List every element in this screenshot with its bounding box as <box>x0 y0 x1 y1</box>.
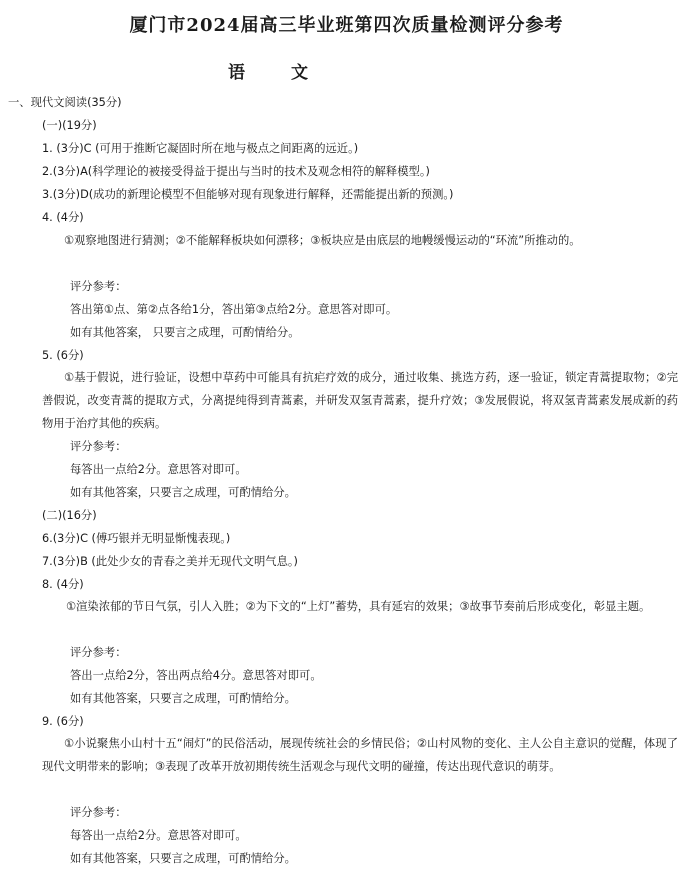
section-heading: 一、现代文阅读(35分) <box>8 96 122 109</box>
q8-rubric: 答出一点给2分，答出两点给4分。意思答对即可。 <box>70 669 322 682</box>
part2-heading: (二)(16分) <box>42 509 97 522</box>
q3-answer: 3.(3分)D(成功的新理论模型不但能够对现有现象进行解释，还需能提出新的预测。) <box>42 188 454 201</box>
q9-rubric-label: 评分参考： <box>70 806 127 819</box>
q9-other-answers: 如有其他答案，只要言之成理，可酌情给分。 <box>70 852 296 865</box>
q8-other-answers: 如有其他答案，只要言之成理，可酌情给分。 <box>70 692 296 705</box>
q5-other-answers: 如有其他答案，只要言之成理，可酌情给分。 <box>70 486 296 499</box>
q8-rubric-label: 评分参考： <box>70 646 127 659</box>
q8-label: 8. (4分) <box>42 578 84 591</box>
q2-answer: 2.(3分)A(科学理论的被接受得益于提出与当时的技术及观念相符的解释模型。) <box>42 165 430 178</box>
q4-label: 4. (4分) <box>42 211 84 224</box>
page-title: 厦门市2024届高三毕业班第四次质量检测评分参考 <box>129 15 564 36</box>
q4-rubric-label: 评分参考： <box>70 280 127 293</box>
q4-answer: ①观察地图进行猜测；②不能解释板块如何漂移；③板块应是由底层的地幔缓慢运动的“环流”所推动的。 <box>64 234 581 247</box>
q1-answer: 1. (3分)C (可用于推断它凝固时所在地与极点之间距离的远近。) <box>42 142 359 155</box>
q4-other-answers: 如有其他答案， 只要言之成理，可酌情给分。 <box>70 326 300 339</box>
q6-answer: 6.(3分)C (傅巧银并无明显惭愧表现。) <box>42 532 231 545</box>
q5-rubric: 每答出一点给2分。意思答对即可。 <box>70 463 247 476</box>
subject-label: 语文 <box>228 63 354 83</box>
q8-answer: ①渲染浓郁的节日气氛，引人入胜；②为下文的“上灯”蓄势，具有延宕的效果；③故事节奏前后形成变化，彰显主题。 <box>66 600 651 613</box>
q5-rubric-label: 评分参考： <box>70 440 127 453</box>
q5-label: 5. (6分) <box>42 349 84 362</box>
q5-answer: ①基于假说，进行验证，设想中草药中可能具有抗疟疗效的成分，通过收集、挑选方药，逐一验证，锁定青蒿提取物；②完善假说，改变青蒿的提取方式，分离提纯得到青蒿素，并研发双氢青蒿素，提升疗效；③发展假说，将双氢青蒿素发展成新的药物用于治疗其他的疾病。 <box>42 371 678 430</box>
q9-label: 9. (6分) <box>42 715 84 728</box>
q9-rubric: 每答出一点给2分。意思答对即可。 <box>70 829 247 842</box>
q9-answer: ①小说聚焦小山村十五“闹灯”的民俗活动，展现传统社会的乡情民俗；②山村风物的变化、主人公自主意识的觉醒，体现了现代文明带来的影响；③表现了改革开放初期传统生活观念与现代文明的碰撞，传达出现代意识的萌芽。 <box>42 737 678 773</box>
q7-answer: 7.(3分)B (此处少女的青春之美并无现代文明气息。) <box>42 555 298 568</box>
q4-rubric: 答出第①点、第②点各给1分，答出第③点给2分。意思答对即可。 <box>70 303 398 316</box>
part1-heading: (一)(19分) <box>42 119 97 132</box>
